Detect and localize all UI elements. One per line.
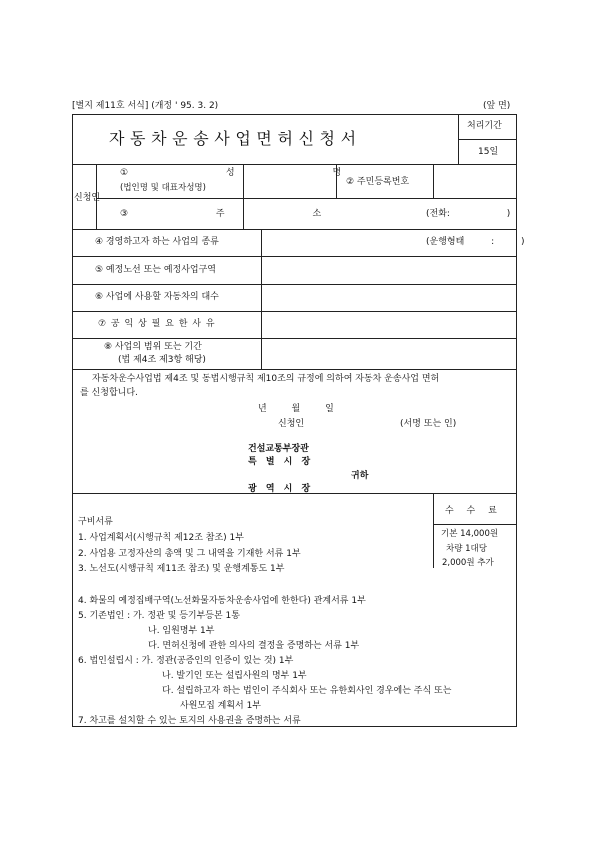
- recipient-minister: 건설교통부장관: [248, 444, 309, 454]
- page-title: 자동차운송사업면허신청서: [109, 129, 362, 148]
- document-item: 5. 기존법인 : 가. 정관 및 등기부등본 1통: [78, 611, 240, 621]
- name-sublabel: (법인명 및 대표자성명): [120, 183, 206, 193]
- document-item: 다. 설립하고자 하는 법인이 주식회사 또는 유한회사인 경우에는 주식 또는: [162, 686, 452, 696]
- public-reason-field[interactable]: [262, 312, 516, 337]
- document-item: 4. 화물의 예정집배구역(노선화물자동차운송사업에 한한다) 관계서류 1부: [78, 596, 366, 606]
- address-field[interactable]: [244, 199, 424, 228]
- divider: [433, 524, 517, 525]
- phone-field[interactable]: (전화: ): [426, 209, 511, 219]
- route-area-label: ⑤ 예정노선 또는 예정사업구역: [95, 265, 216, 275]
- sign-note: (서명 또는 인): [400, 419, 457, 429]
- scope-label: ⑧ 사업의 범위 또는 기간: [104, 342, 202, 352]
- name-field[interactable]: [244, 165, 335, 197]
- fee-extra: 2,000원 추가: [442, 558, 494, 567]
- declaration-text: 를 신청합니다.: [80, 388, 138, 398]
- document-item: 3. 노선도(시행규칙 제11조 참조) 및 운행계통도 1부: [78, 564, 285, 574]
- reg-number-label: ② 주민등록번호: [346, 177, 410, 187]
- applicant-sign-label: 신청인: [278, 419, 305, 429]
- recipient-metro-city: 광 역 시 장: [248, 484, 311, 494]
- processing-value: 15일: [478, 147, 499, 157]
- document-item: 나. 발기인 또는 설립사원의 명부 1부: [162, 671, 307, 681]
- reg-number-field[interactable]: [434, 165, 516, 197]
- document-item-clip: [72, 713, 517, 726]
- documents-heading: 구비서류: [78, 517, 113, 527]
- fee-label: 수 수 료: [445, 506, 497, 516]
- document-item: 2. 사업용 고정자산의 총액 및 그 내역을 기재한 서류 1부: [78, 549, 301, 559]
- fee-per-vehicle: 차량 1대당: [446, 544, 487, 554]
- recipient-special-city: 특 별 시 장: [248, 457, 311, 467]
- fee-basic: 기본 14,000원: [441, 529, 499, 539]
- fee-extra-clip: [434, 556, 516, 567]
- business-type-label: ④ 경영하고자 하는 사업의 종류: [95, 237, 219, 247]
- declaration-text: 자동차운수사업법 제4조 및 동법시행규칙 제10조의 규정에 의하여 자동차 운송사업 면허: [92, 374, 440, 384]
- scope-field[interactable]: [262, 339, 516, 368]
- recipient-suffix: 귀하: [351, 471, 369, 481]
- operation-mode-field[interactable]: (운행형태 : ): [426, 237, 525, 247]
- business-type-field[interactable]: [262, 230, 422, 255]
- document-item: 다. 면허신청에 관한 의사의 결정을 증명하는 서류 1부: [148, 641, 360, 651]
- public-reason-label: ⑦ 공 익 상 필 요 한 사 유: [98, 319, 215, 329]
- vehicle-count-label: ⑥ 사업에 사용할 자동차의 대수: [95, 292, 219, 302]
- processing-label: 처리기간: [467, 121, 502, 131]
- divider: [72, 369, 517, 370]
- name-label: ① 성 명: [120, 168, 342, 178]
- document-item: 7. 차고를 설치할 수 있는 토지의 사용권을 증명하는 서류: [78, 716, 301, 726]
- address-label: ③ 주 소: [120, 209, 322, 219]
- vehicle-count-field[interactable]: [262, 285, 516, 310]
- document-item: 사원모집 계획서 1부: [180, 701, 262, 711]
- divider: [458, 114, 459, 164]
- document-item: 나. 임원명부 1부: [148, 626, 215, 636]
- scope-sublabel: (법 제4조 제3항 해당): [118, 355, 206, 365]
- page-side: (앞 면): [483, 101, 511, 111]
- form-number: [별지 제11호 서식] (개정 ' 95. 3. 2): [72, 101, 219, 111]
- document-item: 6. 법인설립시 : 가. 정관(공증인의 인증이 있는 것) 1부: [78, 656, 294, 666]
- document-item: 1. 사업계획서(시행규칙 제12조 참조) 1부: [78, 533, 244, 543]
- date-line: 년 월 일: [258, 404, 334, 414]
- applicant-group-label: 신청인: [74, 193, 101, 203]
- divider: [458, 139, 517, 140]
- route-area-field[interactable]: [262, 257, 516, 283]
